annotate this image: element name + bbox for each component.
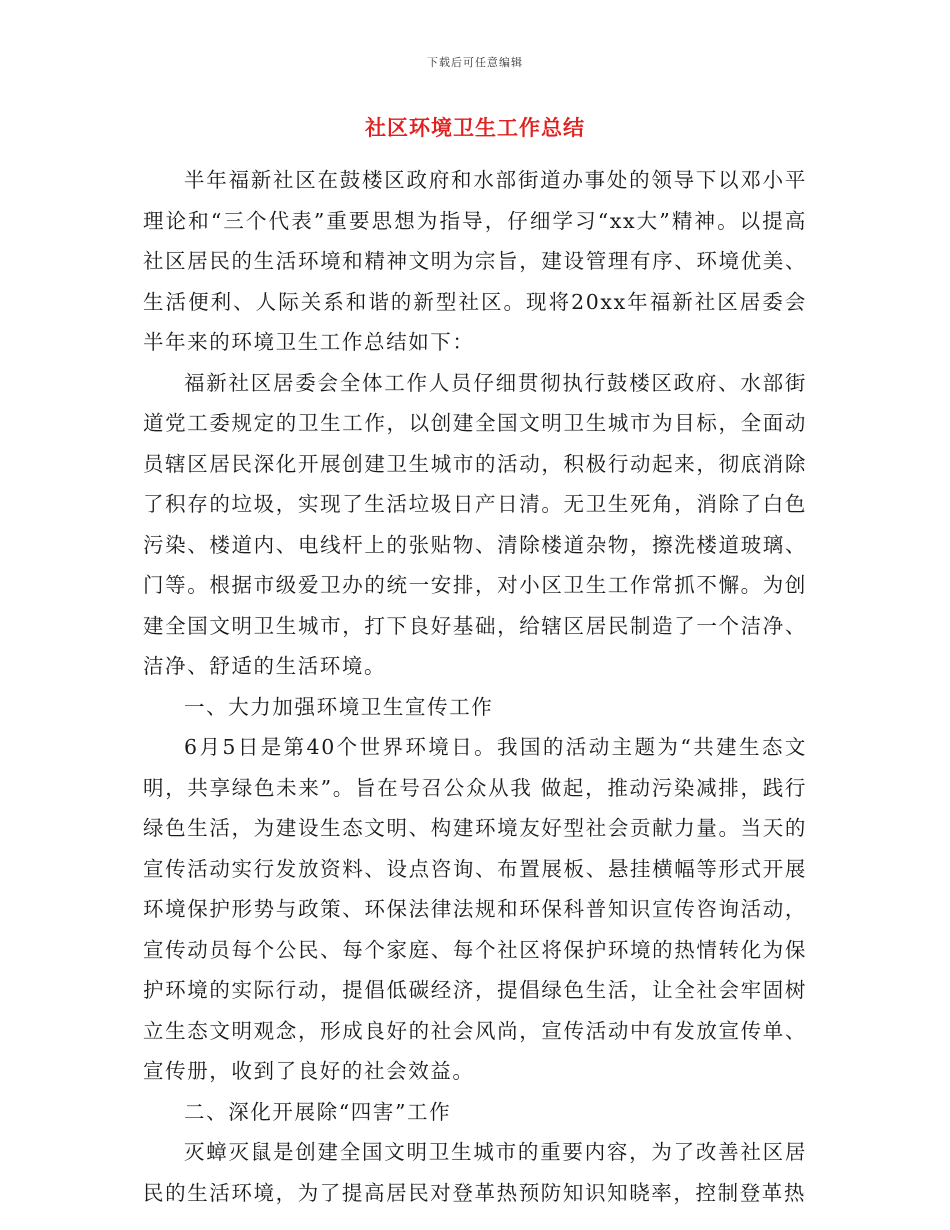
document-body <box>143 160 807 1213</box>
paragraph-intro: 半年福新社区在鼓楼区政府和水部街道办事处的领导下以邓小平理论和“三个代表”重要思想为指导，仔细学习“xx大”精神。以提高社区居民的生活环境和精神文明为宗旨，建设管理有序、环境优美、生活便利、人际关系和谐的新型社区。现将20xx年福新社区居委会半年来的环境卫生工作总结如下： <box>143 168 807 354</box>
page-header-note: 下载后可任意编辑 <box>427 56 523 69</box>
document-title: 社区环境卫生工作总结 <box>365 115 585 140</box>
paragraph-pest-control: 灭蟑灭鼠是创建全国文明卫生城市的重要内容，为了改善社区居民的生活环境，为了提高居民对登革热预防知识知晓率，控制登革热 <box>143 1140 807 1205</box>
paragraph-overview: 福新社区居委会全体工作人员仔细贯彻执行鼓楼区政府、水部街道党工委规定的卫生工作，以创建全国文明卫生城市为目标，全面动员辖区居民深化开展创建卫生城市的活动，积极行动起来，彻底消除了积存的垃圾，实现了生活垃圾日产日清。无卫生死角，消除了白色污染、楼道内、电线杆上的张贴物、清除楼道杂物，擦洗楼道玻璃、门等。根据市级爱卫办的统一安排，对小区卫生工作常抓不懈。为创建全国文明卫生城市，打下良好基础，给辖区居民制造了一个洁净、洁净、舒适的生活环境。 <box>143 370 807 678</box>
section-heading-four-pests: 二、深化开展除“四害”工作 <box>184 1099 452 1124</box>
paragraph-environment-day: 6月5日是第40个世界环境日。我国的活动主题为“共建生态文明，共享绿色未来”。旨在号召公众从我 做起，推动污染减排，践行绿色生活，为建设生态文明、构建环境友好型社会贡献力量。当天的宣传活动实行发放资料、设点咨询、布置展板、悬挂横幅等形式开展环境保护形势与政策、环保法律法规和环保科普知识宣传咨询活动，宣传动员每个公民、每个家庭、每个社区将保护环境的热情转化为保护环境的实际行动，提倡低碳经济，提倡绿色生活，让全社会牢固树立生态文明观念，形成良好的社会风尚，宣传活动中有发放宣传单、宣传册，收到了良好的社会效益。 <box>143 735 807 1083</box>
section-heading-publicity: 一、大力加强环境卫生宣传工作 <box>184 694 494 719</box>
